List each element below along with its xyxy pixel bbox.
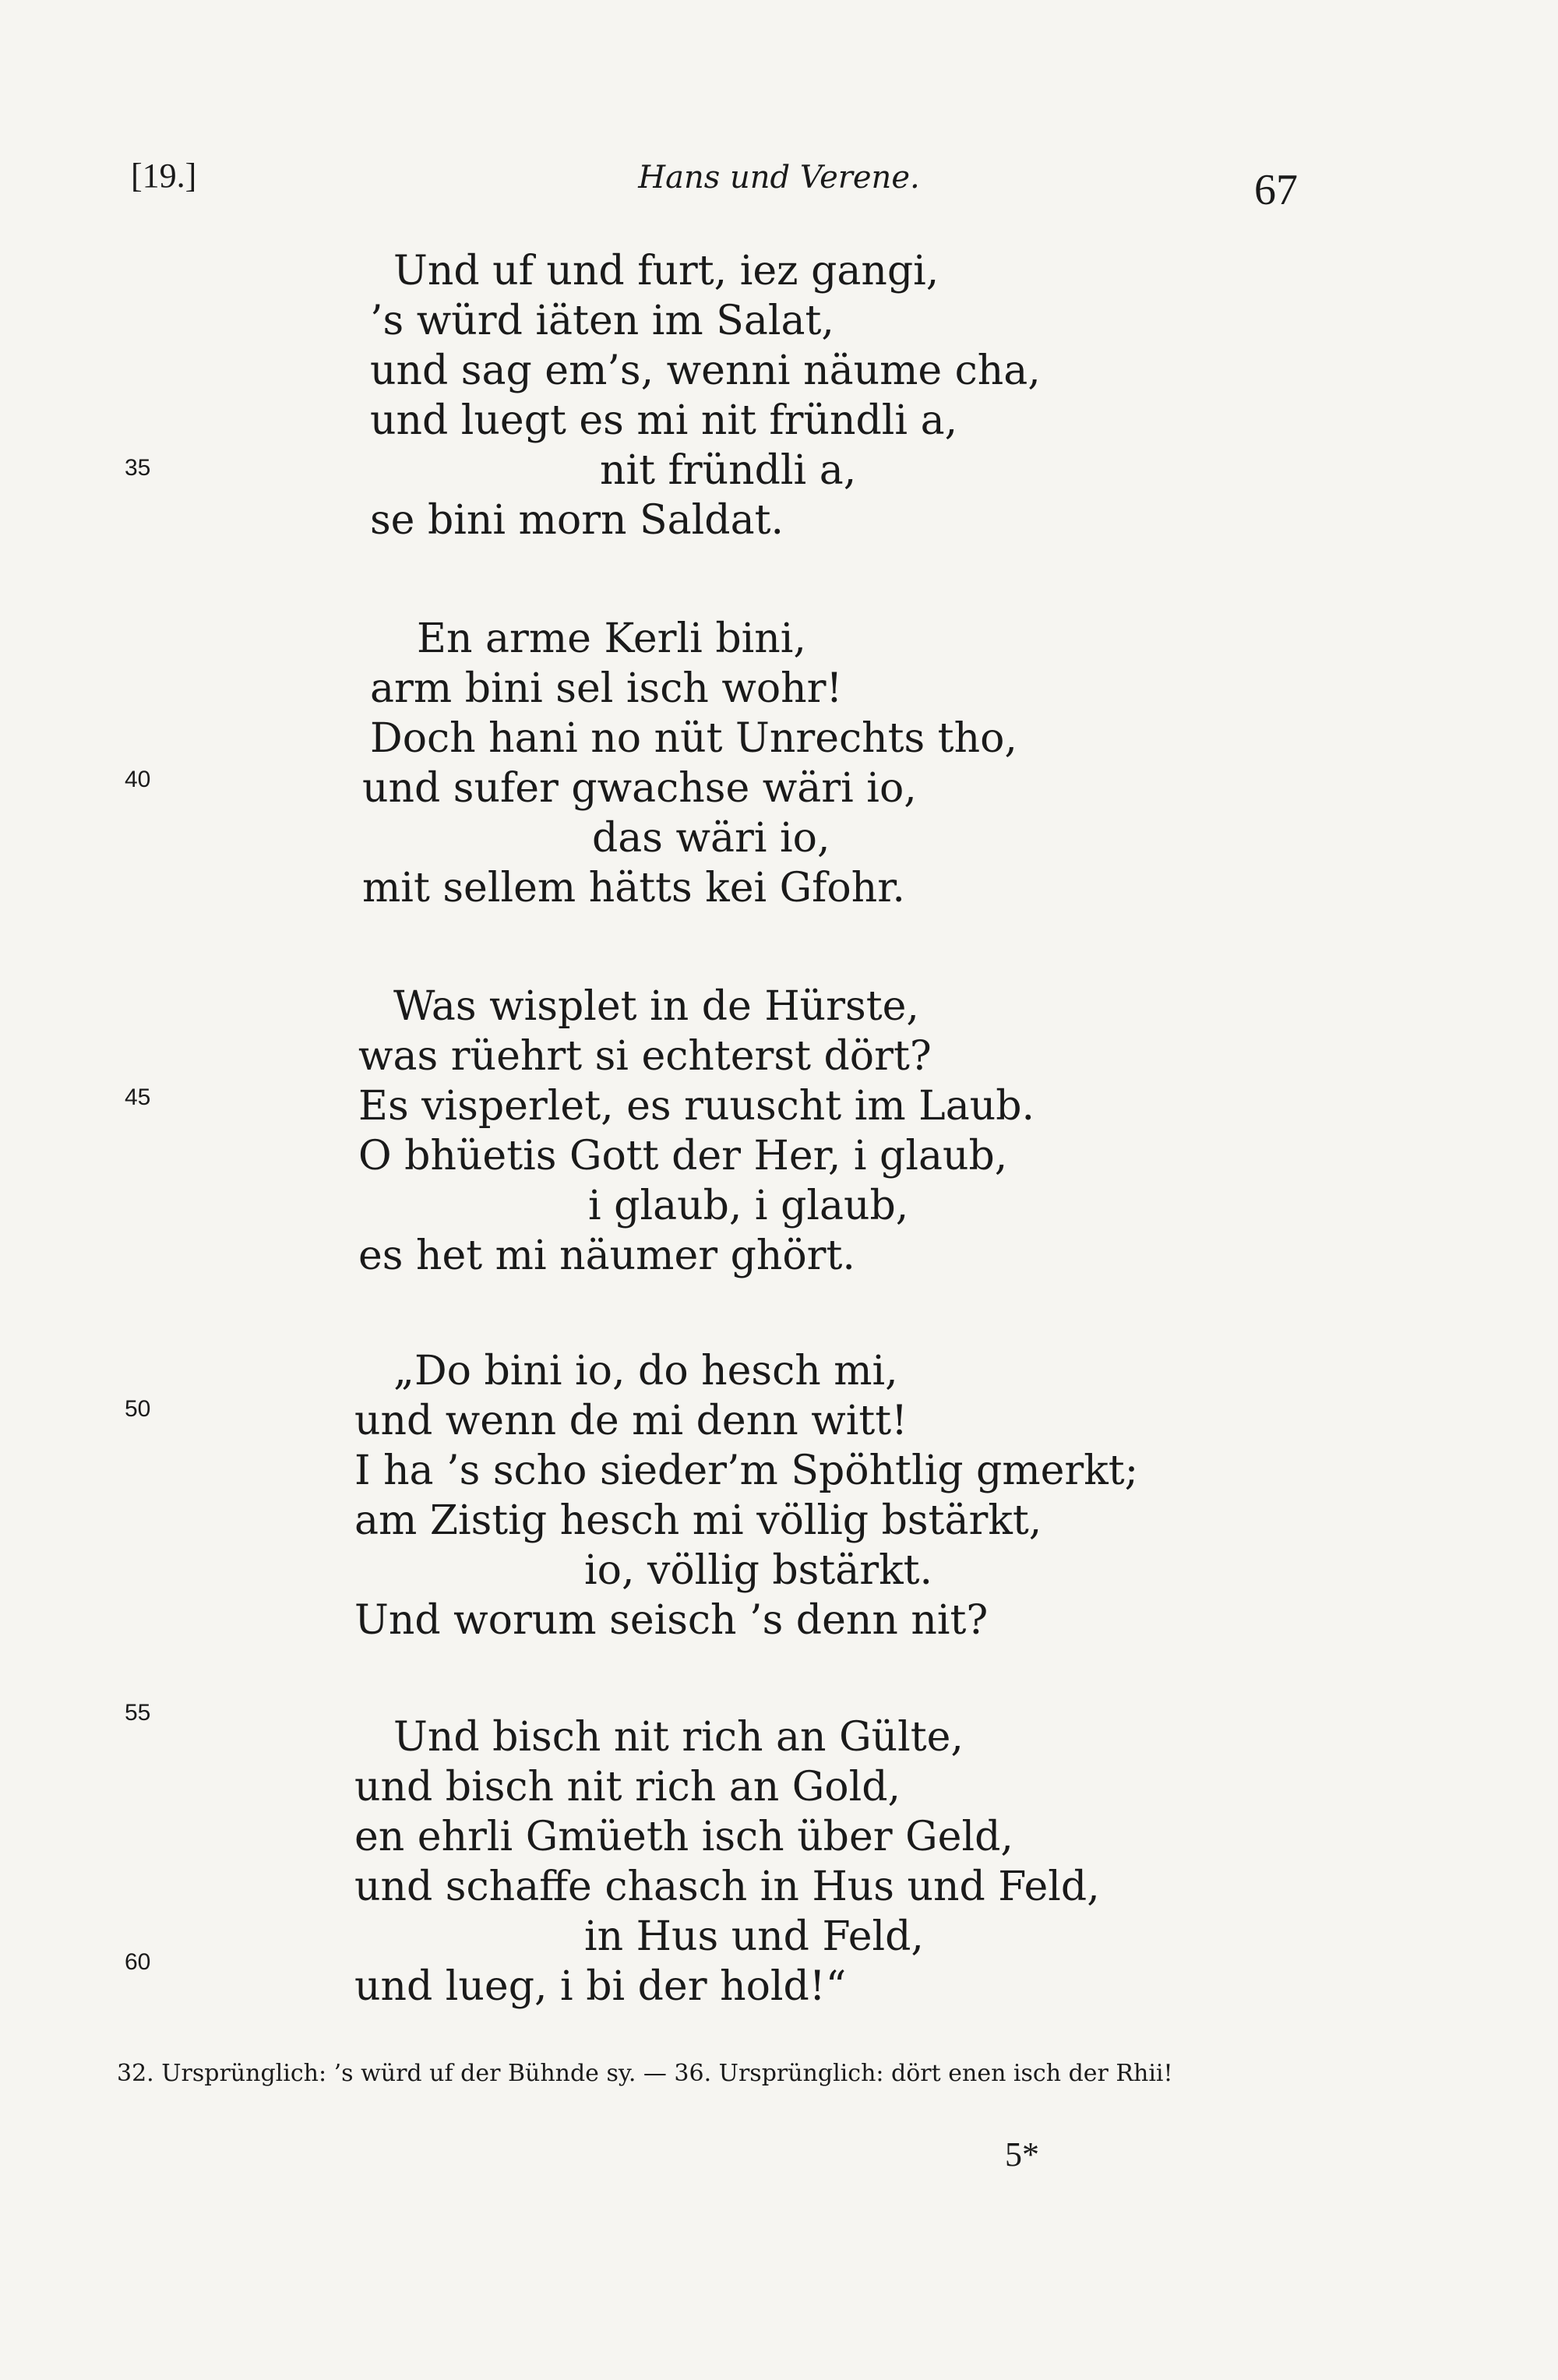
verse-line: „Do bini io, do hesch mi, <box>393 1348 898 1395</box>
verse-line: in Hus und Feld, <box>584 1913 924 1960</box>
verse-line: O bhüetis Gott der Her, i glaub, <box>358 1133 1008 1179</box>
verse-line: es het mi näumer ghört. <box>358 1232 855 1279</box>
verse-line: en ehrli Gmüeth isch über Geld, <box>354 1814 1013 1860</box>
signature-mark: 5* <box>1005 2135 1039 2174</box>
verse-line: Und bisch nit rich an Gülte, <box>393 1714 964 1761</box>
verse-line: und sufer gwachse wäri io, <box>362 765 917 812</box>
line-number: 45 <box>125 1084 151 1110</box>
section-number: [19.] <box>131 157 197 195</box>
verse-line: was rüehrt si echterst dört? <box>358 1033 932 1080</box>
verse-line: Was wisplet in de Hürste, <box>393 983 919 1030</box>
verse-line: mit sellem hätts kei Gfohr. <box>362 865 905 911</box>
verse-line: se bini morn Saldat. <box>370 497 784 544</box>
verse-line: Doch hani no nüt Unrechts tho, <box>370 715 1017 762</box>
footnote: 32. Ursprünglich: ’s würd uf der Bühnde sy. — 36. Ursprünglich: dört enen isch der Rhii! <box>117 2060 1173 2087</box>
verse-line: und schaffe chasch in Hus und Feld, <box>354 1863 1100 1910</box>
verse-line: I ha ’s scho sieder’m Spöhtlig gmerkt; <box>354 1447 1139 1494</box>
verse-line: io, völlig bstärkt. <box>584 1547 933 1594</box>
verse-line: und wenn de mi denn witt! <box>354 1398 908 1444</box>
verse-line: und lueg, i bi der hold!“ <box>354 1963 847 2010</box>
verse-line: und sag em’s, wenni näume cha, <box>370 347 1041 394</box>
line-number: 50 <box>125 1396 151 1422</box>
verse-line: und luegt es mi nit fründli a, <box>370 397 958 444</box>
verse-line: ’s würd iäten im Salat, <box>370 298 834 344</box>
verse-line: Es visperlet, es ruuscht im Laub. <box>358 1083 1035 1130</box>
line-number: 55 <box>125 1700 151 1726</box>
verse-line: am Zistig hesch mi völlig bstärkt, <box>354 1497 1042 1544</box>
verse-line: und bisch nit rich an Gold, <box>354 1764 901 1811</box>
verse-line: das wäri io, <box>592 815 830 862</box>
verse-line: arm bini sel isch wohr! <box>370 665 843 712</box>
line-number: 40 <box>125 767 151 792</box>
line-number: 35 <box>125 455 151 481</box>
running-title: Hans und Verene. <box>638 160 920 196</box>
line-number: 60 <box>125 1949 151 1975</box>
verse-line: En arme Kerli bini, <box>417 615 806 662</box>
verse-line: Und uf und furt, iez gangi, <box>393 248 939 294</box>
verse-line: nit fründli a, <box>600 447 857 494</box>
page-number: 67 <box>1254 166 1298 214</box>
verse-line: i glaub, i glaub, <box>588 1183 909 1229</box>
verse-line: Und worum seisch ’s denn nit? <box>354 1597 989 1644</box>
